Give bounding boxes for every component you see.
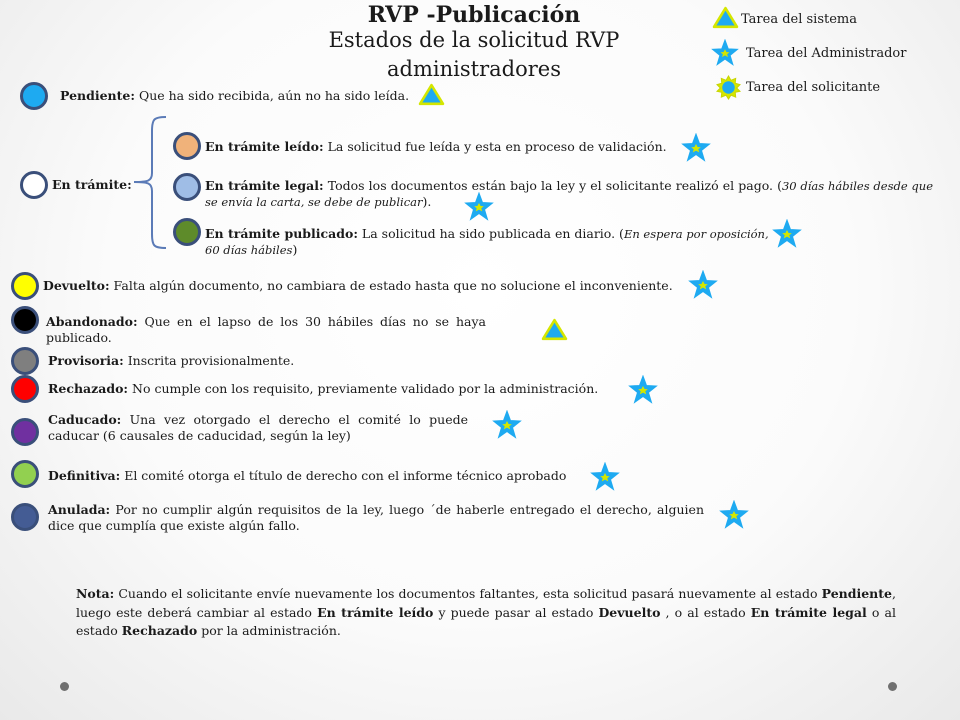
triangle-icon xyxy=(712,6,739,29)
legend-system: Tarea del sistema xyxy=(741,12,858,27)
page-title: RVP -Publicación xyxy=(367,2,581,28)
star-icon xyxy=(688,270,718,300)
burst-icon xyxy=(716,75,741,100)
state-circle-tramite-legal xyxy=(173,173,201,201)
state-circle-definitiva xyxy=(11,460,39,488)
subtitle-text: Estados de la solicitud RVP administradores xyxy=(328,28,620,81)
state-tramite-publicado: En trámite publicado: La solicitud ha sido publicada en diario. (En espera por oposición, 60 días hábiles) xyxy=(205,226,769,257)
note-paragraph: Nota: Cuando el solicitante envíe nuevamente los documentos faltantes, esta solicitud pasará nuevamente al estado Pendiente, luego este deberá cambiar al estado En trámite leído y puede pasar al estado Devuelto , o al estado En trámite legal o al estado Rechazado por la administración. xyxy=(76,586,896,638)
state-circle-pendiente xyxy=(20,82,48,110)
star-icon xyxy=(772,219,802,249)
state-circle-provisoria xyxy=(11,347,39,375)
state-anulada: Anulada: Por no cumplir algún requisitos de la ley, luego ´de haberle entregado el derecho, alguien dice que cumplía que existe algún fallo. xyxy=(48,502,704,533)
state-circle-en-tramite xyxy=(20,171,48,199)
star-icon xyxy=(492,410,522,440)
star-icon xyxy=(719,500,749,530)
state-circle-anulada xyxy=(11,503,39,531)
state-tramite-leido: En trámite leído: La solicitud fue leída y esta en proceso de validación. xyxy=(205,139,667,154)
brace-connector xyxy=(128,115,168,250)
triangle-icon xyxy=(418,83,445,106)
state-en-tramite: En trámite: xyxy=(52,177,132,192)
star-icon xyxy=(628,375,658,405)
decorative-dot-right xyxy=(888,682,897,691)
state-devuelto: Devuelto: Falta algún documento, no cambiara de estado hasta que no solucione el inconveniente. xyxy=(43,278,673,293)
state-definitiva: Definitiva: El comité otorga el título de derecho con el informe técnico aprobado xyxy=(48,468,567,483)
star-icon xyxy=(590,462,620,492)
state-abandonado: Abandonado: Que en el lapso de los 30 hábiles días no se haya publicado. xyxy=(46,314,486,345)
state-circle-tramite-leido xyxy=(173,132,201,160)
legend-admin: Tarea del Administrador xyxy=(746,46,907,61)
state-rechazado: Rechazado: No cumple con los requisito, previamente validado por la administración. xyxy=(48,381,599,396)
triangle-icon xyxy=(541,318,568,341)
state-caducado: Caducado: Una vez otorgado el derecho el comité lo puede caducar (6 causales de caducidad, según la ley) xyxy=(48,412,468,443)
star-icon xyxy=(681,133,711,163)
state-circle-rechazado xyxy=(11,375,39,403)
state-pendiente: Pendiente: Que ha sido recibida, aún no ha sido leída. xyxy=(60,88,410,103)
state-circle-abandonado xyxy=(11,306,39,334)
state-circle-caducado xyxy=(11,418,39,446)
legend-applicant: Tarea del solicitante xyxy=(746,80,881,95)
state-provisoria: Provisoria: Inscrita provisionalmente. xyxy=(48,353,295,368)
state-tramite-legal: En trámite legal: Todos los documentos están bajo la ley y el solicitante realizó el pago. (30 días hábiles desde que se envía la carta, se debe de publicar). xyxy=(205,178,934,209)
decorative-dot-left xyxy=(60,682,69,691)
state-circle-devuelto xyxy=(11,272,39,300)
state-circle-tramite-publicado xyxy=(173,218,201,246)
star-icon xyxy=(464,192,494,222)
star-icon xyxy=(711,39,739,67)
